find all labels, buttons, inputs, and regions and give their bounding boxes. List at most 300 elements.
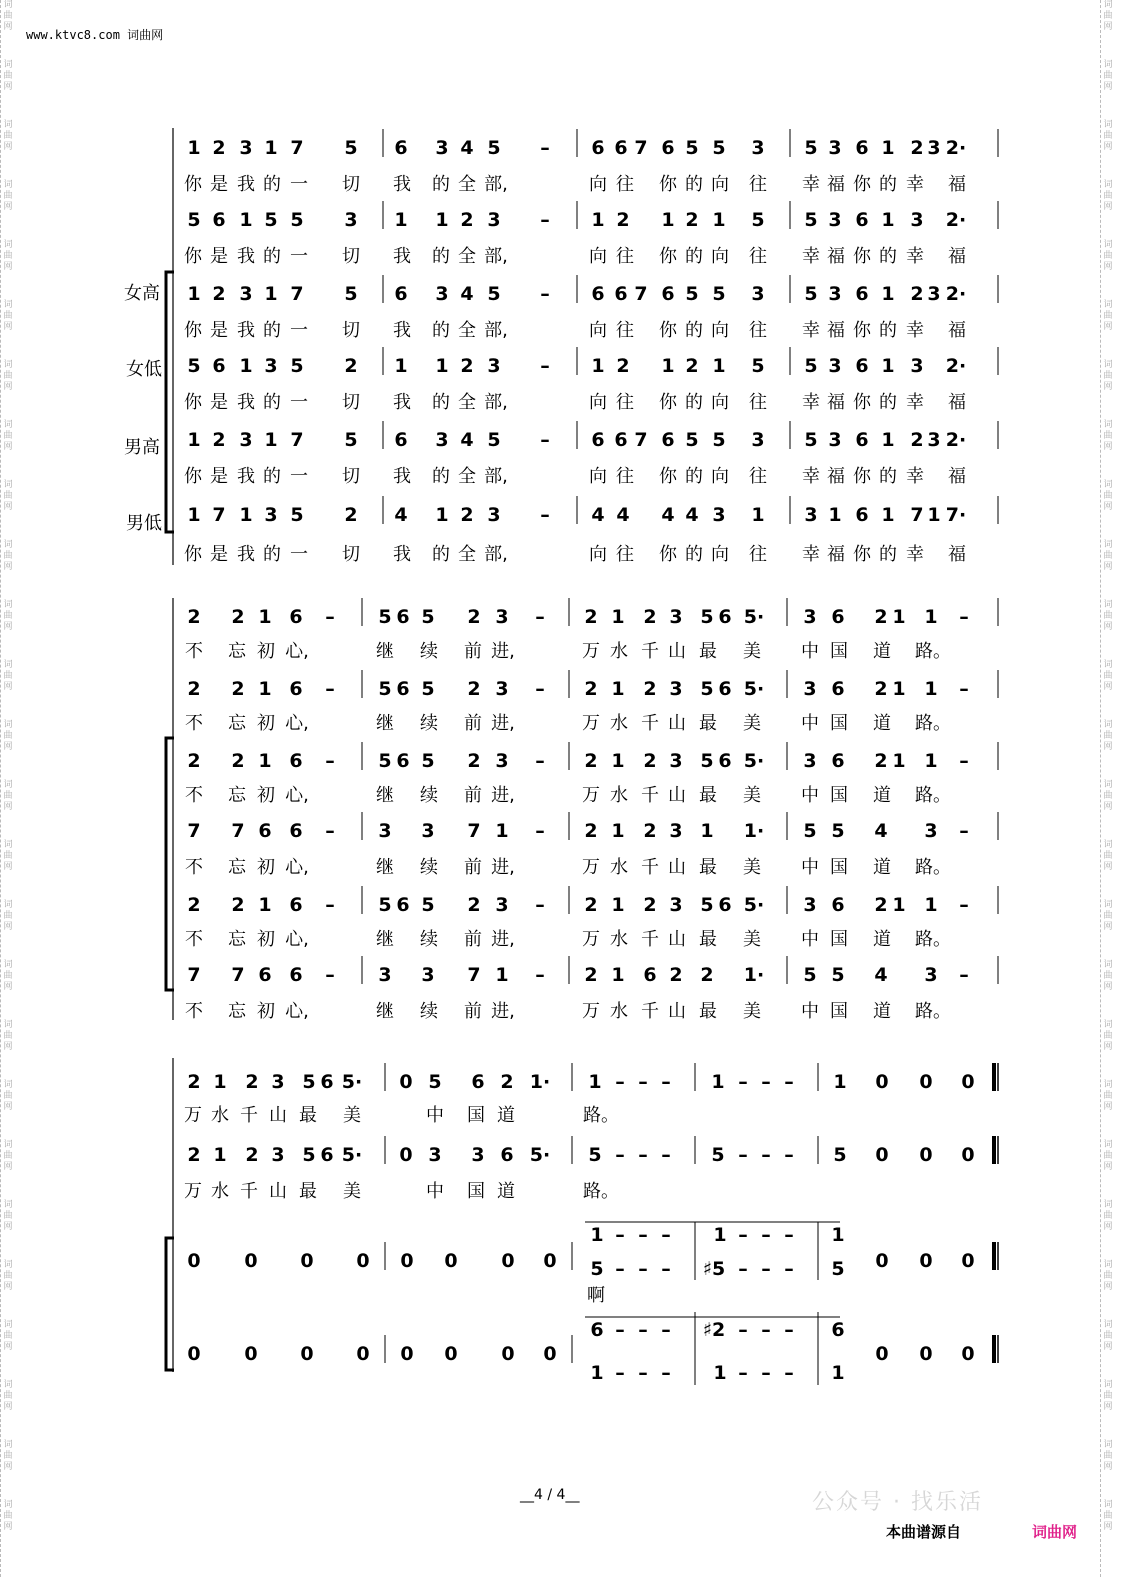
note: 0 — [919, 1144, 933, 1166]
lyric: 水 — [610, 641, 628, 662]
note: 7 — [187, 820, 201, 842]
note: 6 — [855, 283, 869, 305]
lyric: 往 — [616, 174, 634, 195]
note: – — [535, 964, 545, 986]
lyric: 忘 — [228, 785, 246, 806]
lyric: 一 — [290, 246, 308, 267]
note: 7 — [910, 504, 924, 526]
lyric: 最 — [699, 857, 717, 878]
lyric: 心, — [285, 713, 309, 734]
note: 2 — [344, 504, 358, 526]
lyric: 万 — [582, 857, 600, 878]
lyric: 山 — [668, 785, 686, 806]
note: 4 — [874, 964, 888, 986]
watermark-text: 词 曲 网 — [1103, 600, 1113, 632]
note: 2 — [584, 606, 598, 628]
watermark-text: 词 曲 网 — [1103, 1260, 1113, 1292]
chord-note: 1 — [590, 1362, 604, 1384]
note: 2 — [643, 894, 657, 916]
note: 6 — [661, 429, 675, 451]
note: 6 — [394, 429, 408, 451]
lyric: 全 — [458, 466, 476, 487]
lyric: 幸 — [802, 174, 820, 195]
note: 7 — [634, 137, 648, 159]
note: 6 — [831, 678, 845, 700]
note: – — [535, 894, 545, 916]
lyric: 心, — [285, 785, 309, 806]
chord-note: – — [661, 1319, 671, 1341]
note: 5 — [344, 283, 358, 305]
note: 3 — [803, 750, 817, 772]
note: 5· — [341, 1144, 363, 1166]
lyric: 幸 — [906, 246, 924, 267]
note: 1 — [924, 606, 938, 628]
lyric: 一 — [290, 392, 308, 413]
note: 1 — [892, 678, 906, 700]
note: 1 — [611, 964, 625, 986]
lyric: 你 — [659, 466, 677, 487]
watermark-text: 词 曲 网 — [1103, 720, 1113, 752]
lyric: 往 — [616, 246, 634, 267]
note: – — [325, 606, 335, 628]
lyric: 幸 — [802, 246, 820, 267]
lyric: 切 — [342, 246, 360, 267]
note: – — [959, 678, 969, 700]
note: 3 — [239, 283, 253, 305]
note: 5 — [712, 429, 726, 451]
lyric: 国 — [830, 641, 848, 662]
lyric: 部, — [484, 246, 508, 267]
note: 1 — [700, 820, 714, 842]
note: 2 — [467, 606, 481, 628]
lyric: 福 — [827, 320, 845, 341]
note: 1 — [892, 894, 906, 916]
note: 5 — [804, 355, 818, 377]
note: 1 — [187, 137, 201, 159]
note: 6 — [718, 678, 732, 700]
lyric: 切 — [342, 320, 360, 341]
note: 0 — [300, 1343, 314, 1365]
lyric: 中 — [801, 1001, 819, 1022]
note: 2· — [945, 137, 967, 159]
note: 6 — [614, 429, 628, 451]
lyric: 我 — [393, 466, 411, 487]
chord-note: – — [784, 1319, 794, 1341]
lyric: 不 — [185, 857, 203, 878]
lyric: 山 — [668, 641, 686, 662]
lyric: 是 — [210, 392, 228, 413]
note: – — [325, 820, 335, 842]
lyric: 的 — [263, 466, 281, 487]
watermark-text: 词 曲 网 — [1103, 540, 1113, 572]
lyric: 前 — [464, 713, 482, 734]
note: – — [761, 1144, 771, 1166]
source-label: 本曲谱源自 — [886, 1523, 962, 1541]
lyric: 万 — [184, 1181, 202, 1202]
lyric: 向 — [711, 392, 729, 413]
lyric: 山 — [269, 1181, 287, 1202]
lyric: 国 — [830, 1001, 848, 1022]
note: 1 — [435, 355, 449, 377]
watermark-text: 词 曲 网 — [3, 1020, 13, 1052]
note: 1 — [394, 209, 408, 231]
lyric: 你 — [659, 174, 677, 195]
note: 3 — [924, 964, 938, 986]
chord-note: – — [615, 1224, 625, 1246]
lyric: 续 — [420, 929, 438, 950]
note: 5 — [378, 606, 392, 628]
lyric: 幸 — [906, 466, 924, 487]
lyric: 继 — [376, 1001, 394, 1022]
lyric: 你 — [184, 392, 202, 413]
note: 3 — [264, 504, 278, 526]
note: 5 — [685, 429, 699, 451]
note: 5· — [743, 606, 765, 628]
note: 2 — [187, 1144, 201, 1166]
lyric: 最 — [699, 785, 717, 806]
lyric: 续 — [420, 713, 438, 734]
note: 6 — [289, 678, 303, 700]
lyric: 你 — [853, 544, 871, 565]
note: 5 — [487, 283, 501, 305]
note: – — [540, 429, 550, 451]
note: 2 — [584, 750, 598, 772]
lyric: 福 — [827, 392, 845, 413]
lyric: 的 — [685, 174, 703, 195]
note: 3 — [435, 283, 449, 305]
note: 5 — [685, 283, 699, 305]
note: 2 — [460, 355, 474, 377]
note: 5 — [804, 137, 818, 159]
note: 3 — [669, 678, 683, 700]
note: 6 — [396, 750, 410, 772]
lyric: 心, — [285, 857, 309, 878]
note: 6 — [855, 209, 869, 231]
note: – — [959, 606, 969, 628]
chord-note: 5 — [831, 1258, 845, 1280]
note: 0 — [875, 1343, 889, 1365]
lyric: 福 — [948, 246, 966, 267]
watermark-text: 词 曲 网 — [1103, 1020, 1113, 1052]
note: 0 — [919, 1343, 933, 1365]
lyric: 山 — [668, 713, 686, 734]
note: 2 — [245, 1071, 259, 1093]
note: 0 — [961, 1071, 975, 1093]
note: 6 — [591, 137, 605, 159]
chord-note: 1 — [831, 1362, 845, 1384]
note: 4 — [616, 504, 630, 526]
lyric: 福 — [827, 466, 845, 487]
note: 3 — [487, 504, 501, 526]
note: 6 — [471, 1071, 485, 1093]
lyric: 往 — [616, 320, 634, 341]
note: 1 — [611, 606, 625, 628]
lyric: 万 — [582, 713, 600, 734]
note: 2 — [685, 209, 699, 231]
lyric: 千 — [641, 929, 659, 950]
note: 5 — [685, 137, 699, 159]
note: 2 — [643, 820, 657, 842]
note: 1 — [881, 355, 895, 377]
note: 2 — [910, 137, 924, 159]
note: 1 — [435, 209, 449, 231]
watermark-text: 词 曲 网 — [1103, 0, 1113, 32]
lyric: 最 — [299, 1105, 317, 1126]
lyric: 向 — [589, 320, 607, 341]
note: 5 — [831, 964, 845, 986]
note: 1 — [927, 504, 941, 526]
lyric: 美 — [743, 929, 761, 950]
note: 0 — [961, 1343, 975, 1365]
lyric: 续 — [420, 1001, 438, 1022]
note: 6 — [855, 355, 869, 377]
note: 6 — [718, 606, 732, 628]
note: 0 — [356, 1250, 370, 1272]
chord-note: – — [661, 1362, 671, 1384]
lyric: 路。 — [915, 785, 951, 806]
note: 2 — [643, 606, 657, 628]
note: 6 — [289, 820, 303, 842]
note: 7· — [945, 504, 967, 526]
note: 2 — [212, 283, 226, 305]
lyric: 的 — [685, 466, 703, 487]
note: 1 — [924, 678, 938, 700]
note: 3 — [828, 355, 842, 377]
lyric: 部, — [484, 320, 508, 341]
note: 5 — [378, 678, 392, 700]
note: 5 — [421, 750, 435, 772]
lyric: 往 — [616, 544, 634, 565]
note: 4 — [685, 504, 699, 526]
note: – — [959, 750, 969, 772]
lyric: 我 — [393, 174, 411, 195]
note: 1 — [591, 209, 605, 231]
note: 6 — [258, 820, 272, 842]
note: 3 — [828, 209, 842, 231]
lyric: 福 — [948, 174, 966, 195]
note: 6 — [320, 1071, 334, 1093]
note: 3 — [669, 820, 683, 842]
lyric: 我 — [237, 392, 255, 413]
watermark-text: 词 曲 网 — [3, 1380, 13, 1412]
note: 1 — [611, 678, 625, 700]
lyric: 福 — [948, 392, 966, 413]
note: 3 — [239, 429, 253, 451]
note: 2 — [245, 1144, 259, 1166]
watermark-text: 词 曲 网 — [1103, 1080, 1113, 1112]
lyric: 初 — [257, 641, 275, 662]
note: 1 — [213, 1071, 227, 1093]
note: 6 — [289, 606, 303, 628]
note: 6 — [855, 504, 869, 526]
note: 2 — [500, 1071, 514, 1093]
note: 6 — [831, 894, 845, 916]
lyric: 道 — [873, 929, 891, 950]
note: 0 — [543, 1343, 557, 1365]
lyric: 我 — [237, 320, 255, 341]
lyric: 的 — [879, 174, 897, 195]
note: 5 — [833, 1144, 847, 1166]
watermark-text: 词 曲 网 — [1103, 420, 1113, 452]
note: 7 — [290, 429, 304, 451]
lyric: 的 — [432, 466, 450, 487]
lyric: 幸 — [802, 392, 820, 413]
note: 6 — [831, 606, 845, 628]
note: – — [661, 1144, 671, 1166]
note: 6 — [718, 750, 732, 772]
voice-label: 女低 — [126, 359, 162, 380]
lyric: 切 — [342, 544, 360, 565]
note: 3 — [927, 429, 941, 451]
note: 3 — [804, 504, 818, 526]
lyric: 你 — [184, 544, 202, 565]
chord-note: ♯5 — [702, 1258, 726, 1280]
lyric: 向 — [589, 246, 607, 267]
lyric: 幸 — [802, 466, 820, 487]
note: 2 — [460, 504, 474, 526]
lyric: 前 — [464, 929, 482, 950]
lyric: 幸 — [906, 544, 924, 565]
watermark-text: 词 曲 网 — [1103, 1320, 1113, 1352]
note: 2 — [643, 678, 657, 700]
lyric: 福 — [827, 246, 845, 267]
note: 4 — [394, 504, 408, 526]
note: 5 — [700, 750, 714, 772]
lyric: 山 — [668, 857, 686, 878]
watermark-text: 词 曲 网 — [3, 420, 13, 452]
note: – — [959, 820, 969, 842]
chord-note: – — [784, 1362, 794, 1384]
note: 6 — [718, 894, 732, 916]
lyric: 初 — [257, 785, 275, 806]
chord-note: – — [761, 1258, 771, 1280]
note: 3 — [271, 1071, 285, 1093]
lyric: 继 — [376, 785, 394, 806]
lyric: 进, — [491, 1001, 515, 1022]
lyric: 中 — [801, 857, 819, 878]
lyric: 水 — [610, 713, 628, 734]
lyric: 全 — [458, 544, 476, 565]
note: 5 — [700, 894, 714, 916]
note: 1 — [591, 355, 605, 377]
note: 0 — [501, 1343, 515, 1365]
note: 6 — [831, 750, 845, 772]
lyric: 道 — [873, 641, 891, 662]
note: 2 — [584, 894, 598, 916]
note: 1 — [751, 504, 765, 526]
watermark-text: 词 曲 网 — [3, 0, 13, 32]
lyric: 忘 — [228, 641, 246, 662]
lyric: 路。 — [915, 1001, 951, 1022]
note: 3 — [910, 209, 924, 231]
note: 3 — [495, 678, 509, 700]
note: – — [661, 1071, 671, 1093]
note: 5 — [804, 283, 818, 305]
note: 5 — [290, 355, 304, 377]
chord-note: – — [784, 1224, 794, 1246]
watermark-text: 词 曲 网 — [3, 660, 13, 692]
chord-note: – — [738, 1362, 748, 1384]
note: 1 — [239, 355, 253, 377]
lyric: 我 — [393, 246, 411, 267]
note: 1 — [264, 429, 278, 451]
lyric: 的 — [263, 246, 281, 267]
lyric: 道 — [873, 857, 891, 878]
chord-note: 6 — [831, 1319, 845, 1341]
voice-label: 男低 — [126, 513, 162, 534]
note: 5 — [344, 429, 358, 451]
note: 5 — [421, 894, 435, 916]
lyric: 续 — [420, 857, 438, 878]
note: – — [325, 750, 335, 772]
lyric: 切 — [342, 466, 360, 487]
note: 2 — [874, 894, 888, 916]
note: 5 — [751, 355, 765, 377]
note: – — [535, 606, 545, 628]
lyric: 中 — [801, 785, 819, 806]
chord-note: – — [615, 1319, 625, 1341]
note: 1 — [881, 429, 895, 451]
lyric: 美 — [743, 1001, 761, 1022]
note: 6 — [394, 137, 408, 159]
note: 6 — [591, 283, 605, 305]
note: – — [325, 894, 335, 916]
chord-note: – — [761, 1362, 771, 1384]
note: 3 — [927, 137, 941, 159]
lyric: 全 — [458, 174, 476, 195]
note: 5 — [700, 678, 714, 700]
note: – — [540, 137, 550, 159]
note: 6 — [591, 429, 605, 451]
note: 1 — [239, 209, 253, 231]
note: 5 — [831, 820, 845, 842]
note: 2 — [212, 137, 226, 159]
lyric: 千 — [641, 785, 659, 806]
lyric: 水 — [610, 785, 628, 806]
chord-note: – — [615, 1258, 625, 1280]
lyric: 初 — [257, 929, 275, 950]
note: – — [535, 820, 545, 842]
note: 5 — [290, 209, 304, 231]
note: 1 — [495, 820, 509, 842]
note: 1 — [187, 283, 201, 305]
note: 6 — [396, 678, 410, 700]
chord-note: – — [784, 1258, 794, 1280]
lyric: 继 — [376, 641, 394, 662]
lyric: 福 — [948, 320, 966, 341]
note: 7 — [231, 820, 245, 842]
lyric: 你 — [853, 174, 871, 195]
lyric: 国 — [467, 1105, 485, 1126]
lyric: 是 — [210, 246, 228, 267]
lyric: 的 — [263, 320, 281, 341]
note: 5 — [421, 678, 435, 700]
note: 6 — [212, 209, 226, 231]
note: 6 — [614, 283, 628, 305]
lyric: 忘 — [228, 929, 246, 950]
note: 2· — [945, 283, 967, 305]
note: 3 — [495, 894, 509, 916]
lyric: 中 — [801, 641, 819, 662]
page-number-text: 4 / 4 — [534, 1487, 566, 1503]
lyric: 前 — [464, 641, 482, 662]
note: 1 — [833, 1071, 847, 1093]
note: 5 — [302, 1071, 316, 1093]
watermark-text: 词 曲 网 — [3, 600, 13, 632]
lyric: 万 — [582, 929, 600, 950]
lyric: 部, — [484, 174, 508, 195]
note: 5 — [378, 894, 392, 916]
